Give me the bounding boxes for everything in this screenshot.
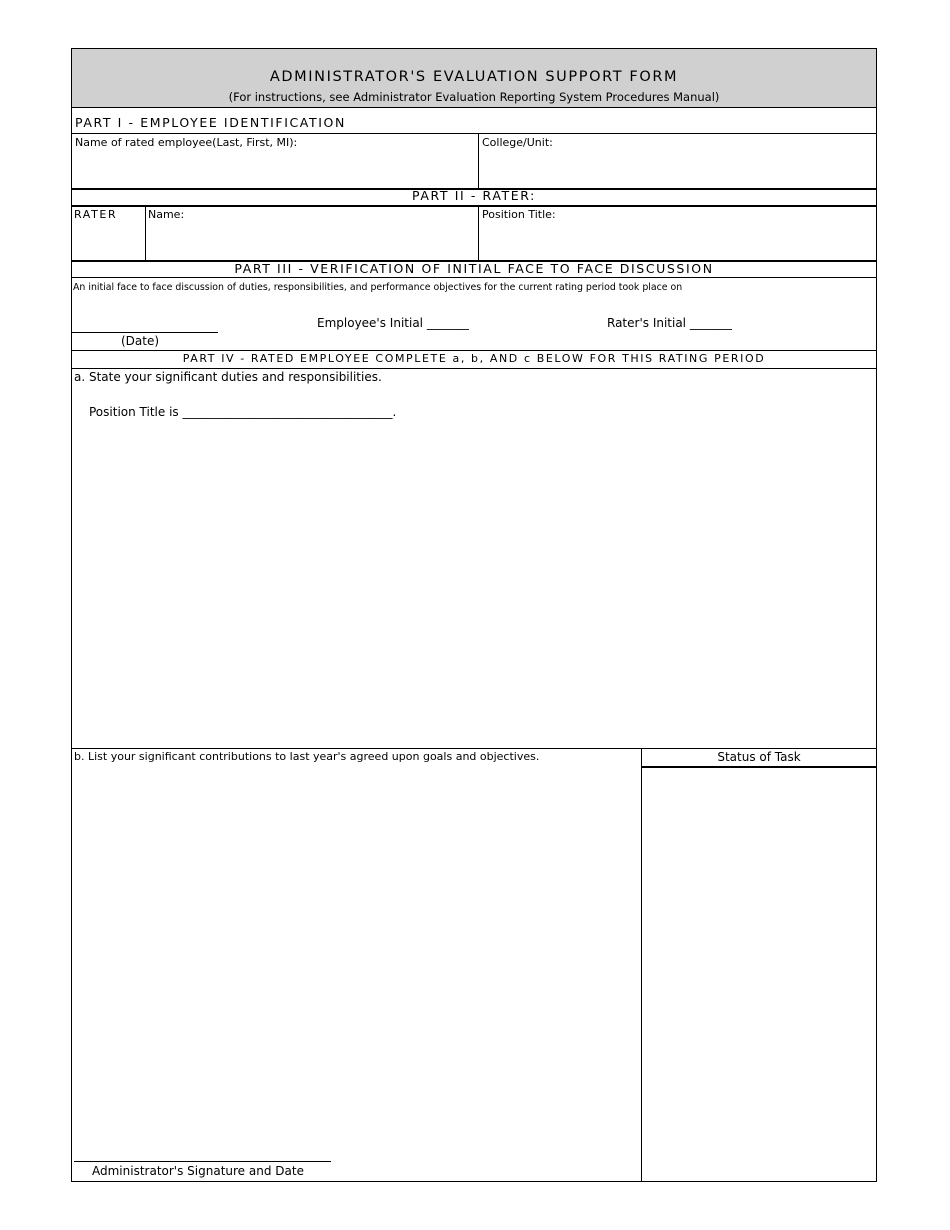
signature-label: Administrator's Signature and Date <box>92 1164 304 1178</box>
divider <box>71 350 877 351</box>
position-title-line: Position Title is ___________________________________. <box>89 405 397 419</box>
rater-position-label: Position Title: <box>482 208 556 221</box>
rater-initial-label: Rater's Initial _______ <box>607 316 732 330</box>
college-unit-field[interactable] <box>480 151 874 185</box>
status-of-task-field[interactable] <box>643 768 875 1180</box>
date-label: (Date) <box>121 334 160 348</box>
part2-heading: PART II - RATER: <box>412 188 536 203</box>
divider <box>478 133 479 188</box>
employee-initial-field[interactable] <box>428 313 482 331</box>
divider <box>71 133 877 134</box>
divider <box>145 206 146 260</box>
rater-label: RATER <box>74 208 118 221</box>
divider <box>71 205 877 207</box>
divider <box>478 206 479 260</box>
rater-position-field[interactable] <box>480 223 874 258</box>
part1-heading: PART I - EMPLOYEE IDENTIFICATION <box>75 115 346 130</box>
employee-name-field[interactable] <box>73 151 476 185</box>
divider <box>641 748 642 1182</box>
signature-line <box>74 1161 331 1162</box>
divider <box>71 368 877 369</box>
form-subtitle: (For instructions, see Administrator Evaluation Reporting System Procedures Manual) <box>228 90 720 104</box>
divider <box>71 277 877 278</box>
divider <box>71 748 877 749</box>
form-title: ADMINISTRATOR'S EVALUATION SUPPORT FORM <box>269 69 679 85</box>
status-of-task-header: Status of Task <box>717 750 801 764</box>
employee-name-label: Name of rated employee(Last, First, MI): <box>75 136 298 149</box>
part3-heading: PART III - VERIFICATION OF INITIAL FACE TO FACE DISCUSSION <box>234 261 714 276</box>
section-a-label: a. State your significant duties and responsibilities. <box>74 370 382 384</box>
rater-name-label: Name: <box>148 208 185 221</box>
date-line <box>72 332 218 333</box>
rater-initial-field[interactable] <box>690 313 744 331</box>
college-unit-label: College/Unit: <box>482 136 553 149</box>
part4-heading: PART IV - RATED EMPLOYEE COMPLETE a, b, AND c BELOW FOR THIS RATING PERIOD <box>182 352 766 365</box>
part3-statement: An initial face to face discussion of duties, responsibilities, and performance objectives for the current rating period took place on <box>73 282 683 293</box>
section-b-label: b. List your significant contributions to last year's agreed upon goals and objectives. <box>74 750 540 763</box>
employee-initial-label: Employee's Initial _______ <box>317 316 469 330</box>
rater-name-field[interactable] <box>147 223 476 258</box>
duties-responsibilities-field[interactable] <box>73 428 875 746</box>
contributions-field[interactable] <box>73 768 639 1158</box>
discussion-date-field[interactable] <box>72 312 217 332</box>
